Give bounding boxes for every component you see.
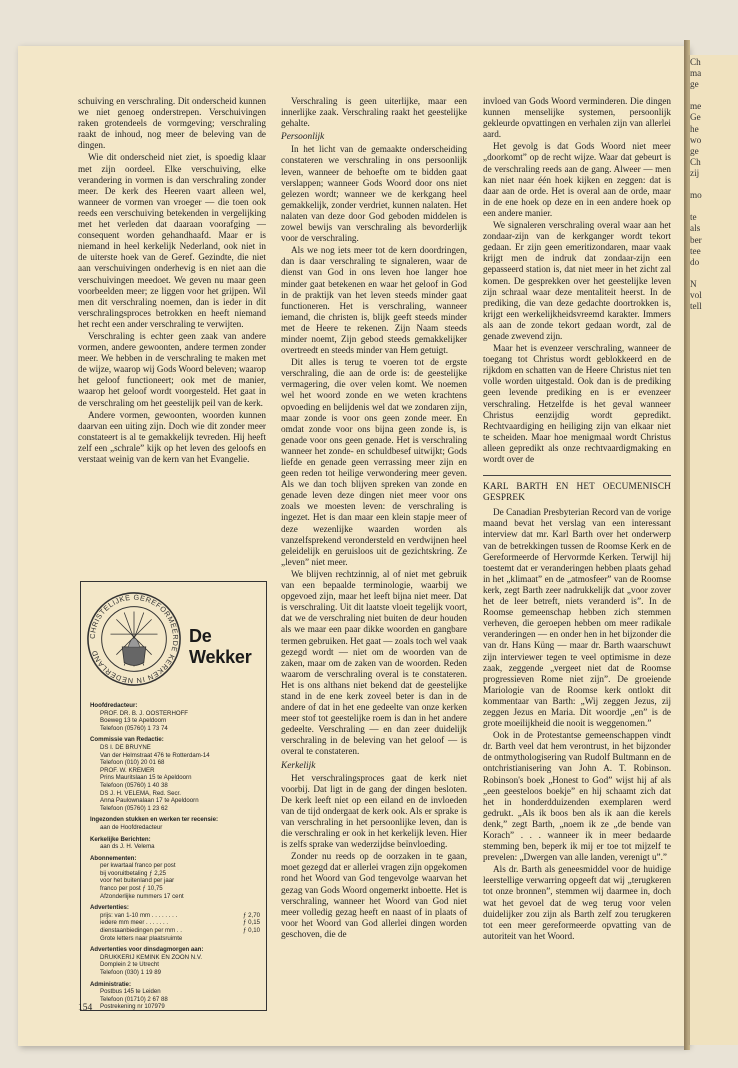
colophon-line: bij vooruitbetaling ƒ 2,25 [100, 869, 167, 877]
fragment: Ch [690, 57, 701, 67]
colophon-line: Domplein 2 te Utrecht [100, 961, 159, 969]
paragraph: Maar het is evenzeer verschraling, wanneer de toegang tot Christus wordt geblokkeerd en de rijkdom en schatten van de Heere Christus niet ten volle worden uitgestald. Ook dan is de prediking geen levende prediking en is er evenzeer verschraling. Hetzelfde is het geval wanneer Christus eenzijdig wordt gepredikt. Rechtvaardiging en heiliging zijn van elkaar niet te scheiden. Maar hoe menigmaal wordt Christus alleen gepredikt als onze rechtvaardigmaking en wordt over de [483, 343, 671, 464]
colophon-label: Ingezonden stukken en werken ter recensie: [90, 816, 219, 824]
colophon-line: PROF. W. KREMER [100, 766, 155, 774]
fragment [690, 179, 738, 190]
paragraph: Zonder nu reeds op de oorzaken in te gaan, moet gezegd dat er allerlei vragen zijn opgekomen rond het Woord van God tengevolge waarvan het gezag van Gods Woord ongemerkt inboette. Het is verschraling, wanneer het Woord van God niet meer volledig gezag heeft en naast of in plaats of voor het Woord van God allerlei dingen worden geschoven, die de [281, 851, 467, 939]
paragraph: Verschraling is geen uiterlijke, maar een innerlijke zaak. Verschraling raakt het geestelijke gehalte. [281, 96, 467, 129]
fragment: me [690, 101, 702, 112]
fragment: he [690, 123, 699, 134]
column-2 [281, 96, 467, 1006]
subheading: Persoonlijk [281, 132, 325, 143]
fragment: wo [690, 134, 702, 145]
colophon-line: Telefoon (010) 20 01 68 [100, 759, 165, 767]
fragment: te [690, 212, 697, 223]
paragraph: Verschraling is echter geen zaak van andere vormen, andere gewoonten, andere termen zonder meer. We hebben in de verschraling te maken met de wijze, waarop wij Gods Woord beleven; waarop het geloof functioneert; ook met de manier, waarop het geloof wordt voorgesteld. Het gaat in de verschraling om het geestelijk peil van de kerk. [78, 330, 266, 408]
colophon-line: Postrekening nr 107979 [100, 1003, 165, 1011]
colophon-line: DS I. DE BRUYNE [100, 743, 151, 751]
paragraph: Wie dit onderscheid niet ziet, is spoedig klaar met zijn oordeel. Elke verschuiving, elke verandering in vormen is dan verschraling zonder meer. De kerk des Heeren vaart alleen wel, wanneer de vormen van vroeger — die toen ook reeds een verschuiving betekenden in vergelijking met het verleden dat daaraan voorafging — consequent worden gehandhaafd. Maar er is niemand in heel kerkelijk Nederland, ook niet in de uiterste hoek van de Geref. Gezindte, die niet aan verschuivingen onderhevig is en niet aan die verschuivingen meedoet. We geven nu maar geen voorbeelden meer; ze liggen voor het grijpen. Wil men dit verschraling noemen, dan is ieder in dit verschralingsproces betrokken en heeft niemand het recht een ander verschraling te verwijten. [78, 152, 266, 329]
price-item: prijs: van 1-10 mm . . . . . . . . [100, 911, 178, 919]
colophon-line: DS J. H. VELEMA, Red. Secr. [100, 789, 181, 797]
price-row [90, 935, 260, 943]
fragment: ber [690, 234, 702, 245]
brand-title: De Wekker [189, 626, 252, 667]
colophon-line: aan de Hoofdredacteur [100, 823, 163, 831]
colophon-box [80, 581, 267, 1011]
fragment: Ch [690, 156, 701, 167]
paragraph: Dit alles is terug te voeren tot de ergste verschraling, die aan de orde is: de geestelijke vermagering, die over velen komt. We noemen wel het woord zonde en we weten krachtens opvoeding en belijdenis wel dat we zondaren zijn, maar zonde is voor ons geen zonde meer. En omdat zonde voor ons bijna geen zonde is, is genade voor ons geen genade. Het is verschraling wanneer het zonde- en schuldbesef uitwijkt; Gods liefde en genade geen verrassing meer zijn en geen reden tot heilige verwondering meer geven. Als we dan toch blijven spreken van zonde en genade leven deze dingen niet meer voor ons zoals we moesten leven: de verschraling is ingezet. Het is dan maar een klein stapje meer of deze wezenlijke waarden worden als vanzelfsprekend verondersteld en verdwijnen heel geleidelijk en geruisloos uit de gezichtskring. Ze „leven” niet meer. [281, 357, 467, 567]
colophon-line: Postbus 145 te Leiden [100, 988, 161, 996]
price-item: dienstaanbiedingen per mm . . [100, 927, 182, 935]
column-3 [483, 96, 671, 1006]
colophon-line: Van der Helmstraat 476 te Rotterdam-14 [100, 751, 210, 759]
paragraph: schuiving en verschraling. Dit onderscheid kunnen we niet genoeg onderstrepen. Verschuivingen raken grotendeels de vormgeving; verschraling raakt de inhoud, nog meer de beleving van de dingen. [78, 96, 266, 151]
price-value: ƒ 0,10 [243, 927, 260, 935]
colophon-label: Administratie: [90, 980, 131, 988]
paragraph: Het verschralingsproces gaat de kerk niet voorbij. Dat ligt in de gang der dingen besloten. De kerk leeft niet op een eiland en de invloeden van de tijd ondergaat de kerk ook. Als er sprake is van verschraling in het persoonlijke leven, dan is die verschraling er ook in het kerkelijk leven. Hier is zelfs sprake van wederzijdse beïnvloeding. [281, 772, 467, 850]
fragment [690, 90, 738, 101]
column-3-text [483, 96, 671, 465]
colophon-label: Hoofdredacteur: [90, 702, 138, 709]
colophon-line: per kwartaal franco per post [100, 862, 176, 870]
paragraph: We signaleren verschraling overal waar aan het zondaar-zijn van de kerkganger wordt tekort gedaan. Er zijn geen emeritizondaren, maar vaak krijgt men de indruk dat zondaar-zijn een gepasseerd station is, dat niet meer in het zicht zal komen. De gesprekken over het geestelijke leven zijn schraal waar deze mentaliteit heerst. In de prediking, die van deze gedachte doortrokken is, krijgt een werkelijkheidsvreemd karakter. Immers als aan de zonde tekort gedaan wordt, zal de genade zwevend zijn. [483, 220, 671, 341]
colophon-line: aan ds J. H. Velema [100, 843, 155, 851]
colophon-label: Commissie van Redactie: [90, 736, 164, 744]
colophon-line: DRUKKERIJ KEMINK EN ZOON N.V. [100, 953, 203, 961]
next-page-fragments [690, 57, 738, 312]
price-row [90, 927, 260, 935]
price-item: iedere mm meer . . . . . . . [100, 919, 169, 927]
colophon-label: Advertenties voor dinsdagmorgen aan: [90, 946, 204, 954]
fragment [690, 201, 738, 212]
colophon-line: Anna Paulownalaan 17 te Apeldoorn [100, 797, 199, 805]
fragment: ge [690, 145, 699, 156]
church-seal-logo [85, 590, 183, 688]
fragment: als [690, 223, 701, 234]
fragment: tell [690, 301, 702, 312]
section-heading: KARL BARTH EN HET OECUMENISCH GESPREK [483, 482, 671, 504]
colophon-line: PROF. DR. B. J. OOSTERHOFF [100, 709, 189, 717]
fragment: vol [690, 289, 702, 300]
colophon-label: Advertenties: [90, 904, 129, 912]
fragment: ge [690, 79, 699, 90]
colophon-line: Telefoon (05760) 1 73 74 [100, 724, 168, 732]
price-item: Grote letters naar plaatsruimte [100, 934, 183, 942]
paragraph: Andere vormen, gewoonten, woorden kunnen daarvan een uiting zijn. Doch wie dit zonder meer constateert is al te gemakkelijk tevreden. Hij heeft zelf een „schrale” kijk op het leven des geloofs en verstaat weinig van de kern van het Evangelie. [78, 409, 266, 464]
fragment: Ge [690, 112, 701, 123]
colophon-line: franco per post ƒ 10,75 [100, 885, 163, 893]
paragraph: Als dr. Barth als geneesmiddel voor de huidige leerstellige verwarring opgeeft dat wij „terugkeren tot onze bronnen”, stemmen wij daarmee in, doch wat het gevoel dat de weg terug voor velen duidelijker zou zijn als Barth zelf zou terugkeren tot een meer gereformeerde opvatting van de autoriteit van het Woord. [483, 864, 671, 941]
price-value: ƒ 2,70 [243, 911, 260, 919]
colophon-line: voor het buitenland per jaar [100, 877, 175, 885]
magazine-page [18, 46, 688, 1046]
fragment: tee [690, 245, 701, 256]
colophon-line: Telefoon (030) 1 19 89 [100, 969, 161, 976]
fragment: mo [690, 190, 702, 201]
section-divider [483, 475, 671, 476]
ad-price-list [90, 912, 260, 942]
fragment: ma [690, 68, 702, 79]
next-page-edge [688, 55, 738, 1045]
price-value: ƒ 0,15 [243, 919, 260, 927]
colophon-line: Boeweg 13 te Apeldoorn [100, 717, 167, 725]
paragraph: We blijven rechtzinnig, al of niet met gebruik van een bepaalde terminologie, waarbij we opgevoed zijn, maar het leeft bijna niet meer. Dat is verschraling. Uit dit laatste vloeit tegelijk voort, dat we de verschraling niet buiten de deur houden als we maar een paar dikke woorden en gangbare termen gebruiken. Het gaat — zoals toch wel vaak gezegd wordt — niet om de woorden van de zaken, maar om de zaken van de woorden. Reden waarom de verschraling overal is te constateren. Het is ons althans niet bekend dat de geestelijke stand in de ene kerk zoveel beter is dan in de andere of dat in het ene gedeelte van onze kerken meer stof tot geestelijke roem is dan in het andere gedeelte. Verschraling — en dan zeer duidelijk verschraling in de beleving van het geloof — is overal te constateren. [281, 568, 467, 757]
colophon-line: Telefoon (01710) 2 67 88 [100, 995, 168, 1003]
paragraph: Ook in de Protestantse gemeenschappen vindt dr. Barth veel dat hem verontrust, in het bijzonder de ontmythologisering van Rudolf Bultmann en de ontchristianisering van John A. T. Robinson. Robinson's boek „Honest to God” wijst hij af als „een geesteloos boekje” en hij schaamt zich dat het in honderdduizenden exemplaren werd gedrukt. „Als ik boos ben als ik aan die kerels denk,” zegt Barth, „noem ik ze „de bende van Korach” . . . wanneer ik in meer bedaarde stemming ben, beperk ik mij er toe tot mijzelf te prevelen: „Dwergen van alle landen, verenigt u”.” [483, 730, 671, 863]
page-number: 154 [78, 1003, 93, 1013]
fragment [690, 268, 738, 279]
colophon-label: Abonnementen: [90, 854, 137, 862]
colophon-info [90, 698, 260, 1011]
paragraph: De Canadian Presbyterian Record van de vorige maand bevat het verslag van een interessant interview dat mr. Karl Barth over het onderwerp van de betrekkingen tussen de Roomse Kerk en de Gereformeerde of Hervormde Kerken. Terwijl hij toestemt dat er veranderingen hebben plaats gehad in het „klimaat” en de „atmosfeer” van de Roomse kerk, zegt Barth zeer nadrukkelijk dat „voor zover het de leer betreft, niets veranderd is”. In de Roomse gemeenschap hebben zich stemmen verheven, die geroepen hebben om meer radikale veranderingen — en onder hen in het bijzonder die van dr. Hans Küng — maar dr. Barth waarschuwt zijn interviewer tegen te veel optimisme in deze zaak, zeggende „vergeet niet dat de Roomse progressieven Rome niet zijn”. De groeiende Mariologie van de Roomse kerk ontlokt dit kommentaar van Barth: „Wij zeggen Jezus, zij zeggen Jezus en Maria. Dit woordje „en” is de grote moeilijkheid die nooit is weggenomen.” [483, 507, 671, 729]
colophon-label: Kerkelijke Berichten: [90, 835, 151, 843]
colophon-line: Telefoon (05760) 1 40 38 [100, 781, 168, 789]
section-text [483, 507, 671, 942]
subheading: Kerkelijk [281, 760, 316, 771]
column-1 [78, 96, 266, 562]
colophon-line: Afzonderlijke nummers 17 cent [100, 892, 184, 900]
price-row [90, 919, 260, 927]
fragment: N [690, 278, 697, 289]
svg-text:CHRISTELIJKE GEREFORMEERDE KER: CHRISTELIJKE GEREFORMEERDE KERKEN IN NEDERLAND [87, 592, 181, 686]
fragment: do [690, 256, 700, 267]
paragraph: In het licht van de gemaakte onderscheiding constateren we verschraling in ons persoonlijk leven, wanneer de behoefte om te bidden gaat verslappen; wanneer Gods Woord door ons niet gelezen wordt; wanneer we de kerkgang heel gemakkelijk, zonder verdriet, kunnen nalaten. Het nalaten van deze door God geboden middelen is zowel bewijs van verschraling als bevorderlijk voor de verschraling. [281, 144, 467, 244]
fragment: zij [690, 167, 700, 178]
paragraph: Als we nog iets meer tot de kern doordringen, dan is daar verschraling te signaleren, waar de dienst van God in ons leven hoe langer hoe minder gaat betekenen en waar het geloof in God in de praktijk van het leven steeds minder gaat functioneren. Het is verschraling, wanneer iemand, die christen is, blijk geeft steeds minder met de Heere te rekenen. Zijn Naam steeds minder noemt, Zijn gebod steeds gemakkelijker overtreedt en steeds minder van Hem getuigt. [281, 245, 467, 356]
paragraph: invloed van Gods Woord verminderen. Die dingen kunnen menselijke systemen, persoonlijk gekleurde opvattingen en verhalen zijn van allerlei aard. [483, 96, 671, 140]
colophon-line: Prins Mauritslaan 15 te Apeldoorn [100, 774, 192, 782]
paragraph: Het gevolg is dat Gods Woord niet meer „doorkomt” op de recht wijze. Waar dat gebeurt is de verschraling reeds aan de gang. Alweer — men kan niet naar één hoek kijken en zeggen: dat is daar aan de orde. Het is overal aan de orde, maar in de ene hoek op deze en in een andere hoek op een andere manier. [483, 141, 671, 218]
price-row [90, 912, 260, 920]
colophon-line: Telefoon (05760) 1 23 62 [100, 804, 168, 812]
